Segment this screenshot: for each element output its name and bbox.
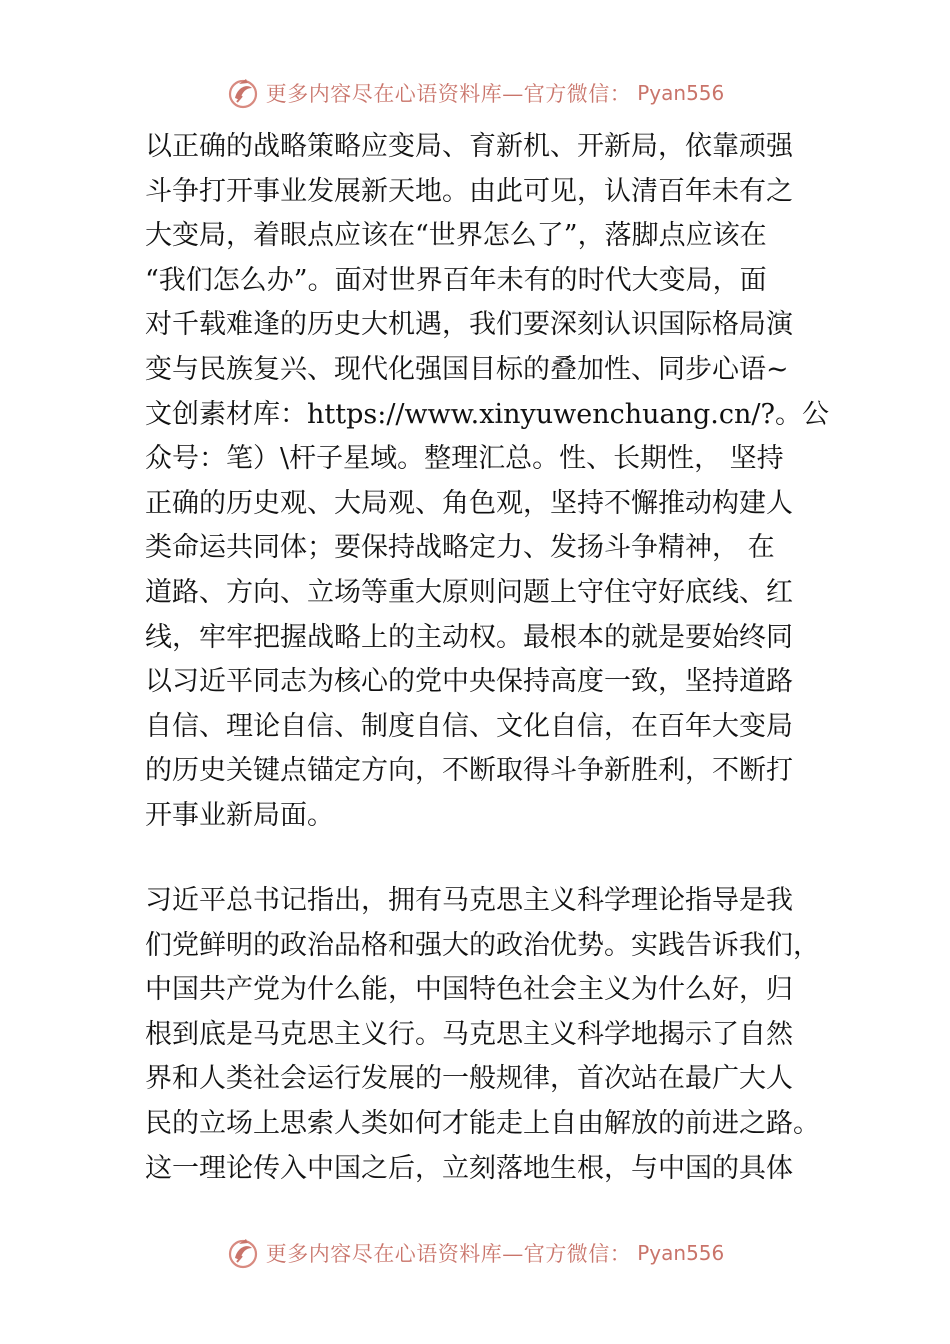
text-line: 们党鲜明的政治品格和强大的政治优势。实践告诉我们， bbox=[145, 929, 820, 961]
footer-banner bbox=[0, 1233, 950, 1273]
text-line: 大变局，着眼点应该在“世界怎么了”，落脚点应该在 bbox=[145, 220, 767, 252]
text-line: 以正确的战略策略应变局、育新机、开新局，依靠顽强 bbox=[145, 131, 793, 162]
header-banner-text: 更多内容尽在心语资料库—官方微信： bbox=[265, 82, 632, 106]
header-banner bbox=[0, 73, 950, 113]
text-line: 斗争打开事业发展新天地。由此可见，认清百年未有之 bbox=[145, 175, 793, 207]
paragraph-1 bbox=[145, 125, 829, 839]
footer-banner-wechat-id: Pyan556 bbox=[637, 1241, 725, 1265]
text-line: 自信、理论自信、制度自信、文化自信，在百年大变局 bbox=[145, 710, 793, 742]
text-line: 文创素材库：https://www.xinyuwenchuang.cn/?。公 bbox=[145, 398, 829, 430]
footer-banner-text: 更多内容尽在心语资料库—官方微信： bbox=[265, 1242, 632, 1266]
text-line: 习近平总书记指出，拥有马克思主义科学理论指导是我 bbox=[145, 885, 793, 916]
text-line: 中国共产党为什么能，中国特色社会主义为什么好，归 bbox=[145, 974, 793, 1006]
text-line: 这一理论传入中国之后，立刻落地生根，与中国的具体 bbox=[145, 1152, 793, 1184]
text-line: 对千载难逢的历史大机遇，我们要深刻认识国际格局演 bbox=[145, 309, 793, 341]
text-line: 根到底是马克思主义行。马克思主义科学地揭示了自然 bbox=[145, 1018, 793, 1050]
text-line: “我们怎么办”。面对世界百年未有的时代大变局，面 bbox=[145, 264, 767, 296]
logo-icon bbox=[226, 1236, 260, 1270]
text-line: 众号：笔）\杆子星域。整理汇总。性、长期性， 坚持 bbox=[145, 443, 784, 475]
text-line: 民的立场上思索人类如何才能走上自由解放的前进之路。 bbox=[145, 1107, 820, 1139]
text-line: 的历史关键点锚定方向，不断取得斗争新胜利，不断打 bbox=[145, 755, 793, 787]
header-banner-wechat-id: Pyan556 bbox=[637, 81, 725, 105]
text-line: 类命运共同体；要保持战略定力、发扬斗争精神， 在 bbox=[145, 532, 775, 564]
text-line: 线，牢牢把握战略上的主动权。最根本的就是要始终同 bbox=[145, 621, 793, 653]
text-line: 开事业新局面。 bbox=[145, 799, 334, 831]
text-line: 变与民族复兴、现代化强国目标的叠加性、同步心语~ bbox=[145, 353, 789, 385]
paragraph-2 bbox=[145, 879, 825, 1191]
text-line: 以习近平同志为核心的党中央保持高度一致，坚持道路 bbox=[145, 666, 793, 698]
logo-icon bbox=[226, 76, 260, 110]
text-line: 道路、方向、立场等重大原则问题上守住守好底线、红 bbox=[145, 576, 793, 608]
text-line: 正确的历史观、大局观、角色观，坚持不懈推动构建人 bbox=[145, 487, 793, 519]
text-line: 界和人类社会运行发展的一般规律，首次站在最广大人 bbox=[145, 1063, 793, 1095]
